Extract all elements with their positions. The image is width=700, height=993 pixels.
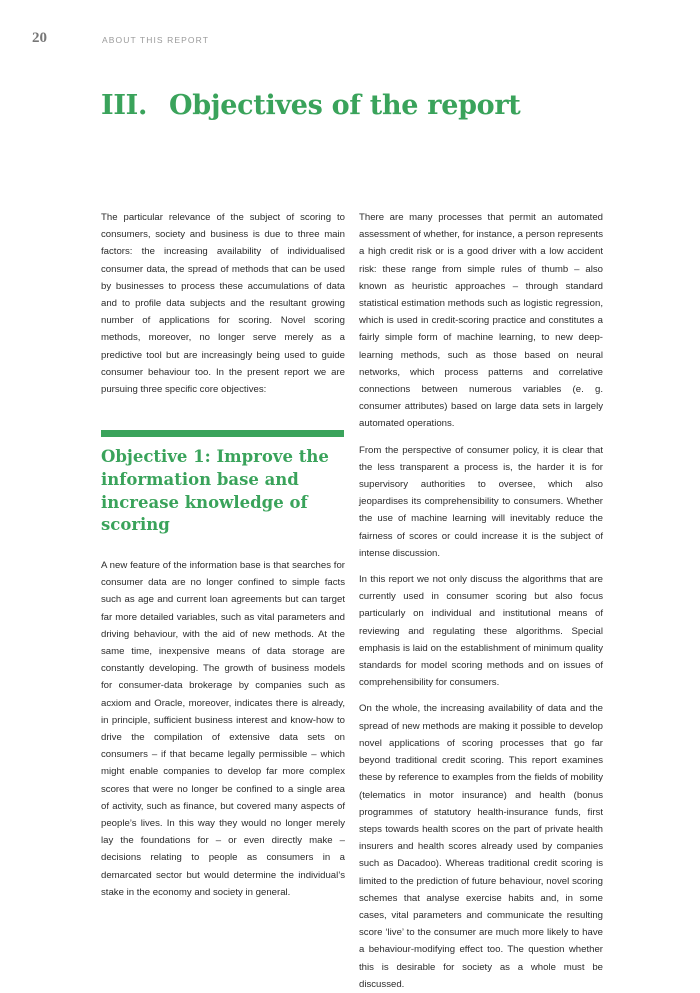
- left-column-intro: [101, 209, 345, 398]
- chapter-title-text: Objectives of the report: [169, 90, 521, 121]
- objective-1-paragraph: A new feature of the information base is that searches for consumer data are no longer confined to simple facts such as age and current loan agreements but can target far more detailed variables, such as vital parameters and driving behaviour, with the aid of new methods. At the same time, inexpensive means of data storage are constantly developing. The growth of business models for consumer-data brokerage by companies such as acxiom and Oracle, moreover, indicates there is already, in principle, sufficient business interest and know-how to drive the compilation of extensive data sets on consumers – if that became legally permissible – which might enable companies to develop far more complex scores that were no longer be confined to a single area of activity, such as finance, but covered many aspects of people’s lives. In this way they would no longer merely lay the foundations for – or even directly make – decisions relating to people as consumers in a demarcated sector but would determine the individual’s stake in the economy and society in general.: [101, 560, 345, 898]
- right-paragraph-3: In this report we not only discuss the algorithms that are currently used in consumer scoring but also focus particularly on individual and institutional means of reviewing and regulating these algorithms. Special emphasis is laid on the establishment of minimum quality standards for model scoring methods and on issues of comprehensibility for consumers.: [359, 574, 603, 689]
- left-column-objective-body: [101, 557, 345, 901]
- right-paragraph-4: On the whole, the increasing availability of data and the spread of new methods are making it possible to develop novel applications of scoring processes that go far beyond traditional credit scoring. This report examines these by reference to examples from the fields of mobility (telematics in motor insurance) and health (bonus programmes of statutory health-insurance funds, first steps towards health scores on the part of private health insurers and health scores already used by companies such as Dacadoo). Whereas traditional credit scoring is limited to the prediction of future behaviour, novel scoring schemes that analyse exercise habits and, in some cases, vital parameters and communicate the resulting score ‘live’ to the consumer are much more likely to have a behaviour-modifying effect too. The question whether this is desirable for society as a whole must be discussed.: [359, 703, 603, 990]
- chapter-title: [101, 90, 520, 121]
- objective-1-heading: Objective 1: Improve the information base and increase knowledge of scoring: [101, 447, 329, 535]
- chapter-number: III.: [101, 90, 148, 121]
- intro-paragraph: The particular relevance of the subject of scoring to consumers, society and business is due to three main factors: the increasing availability of individualised consumer data, the spread of methods that can be used by businesses to process these accumulations of data and to profile data subjects and the resultant growing number of applications for scoring. Novel scoring methods, moreover, no longer serve merely as a predictive tool but are increasingly being used to guide consumer behaviour too. In the present report we are pursuing three specific core objectives:: [101, 212, 345, 396]
- running-header: ABOUT THIS REPORT: [102, 35, 210, 45]
- right-paragraph-2: From the perspective of consumer policy, it is clear that the less transparent a process is, the harder it is for supervisory authorities to oversee, which also jeopardises its comprehensibility to consumers. Whether the use of machine learning will inevitably reduce the fairness of scores or could increase it is the subject of intense discussion.: [359, 444, 603, 559]
- page-number: 20: [32, 30, 47, 46]
- right-column: [359, 209, 603, 993]
- objective-divider-bar: [101, 430, 344, 437]
- right-paragraph-1: There are many processes that permit an automated assessment of whether, for instance, a person represents a high credit risk or is a good driver with a low accident risk: these range from simple rules of thumb – also known as heuristic approaches – through standard statistical estimation methods such as logistic regression, which is used in credit-scoring practice and constitutes a fairly simple form of machine learning, to new deep-learning methods, such as those based on neural networks, which process patterns and correlative connections between numerous variables (e. g. consumer attributes) based on large data sets in largely automated operations.: [359, 212, 603, 430]
